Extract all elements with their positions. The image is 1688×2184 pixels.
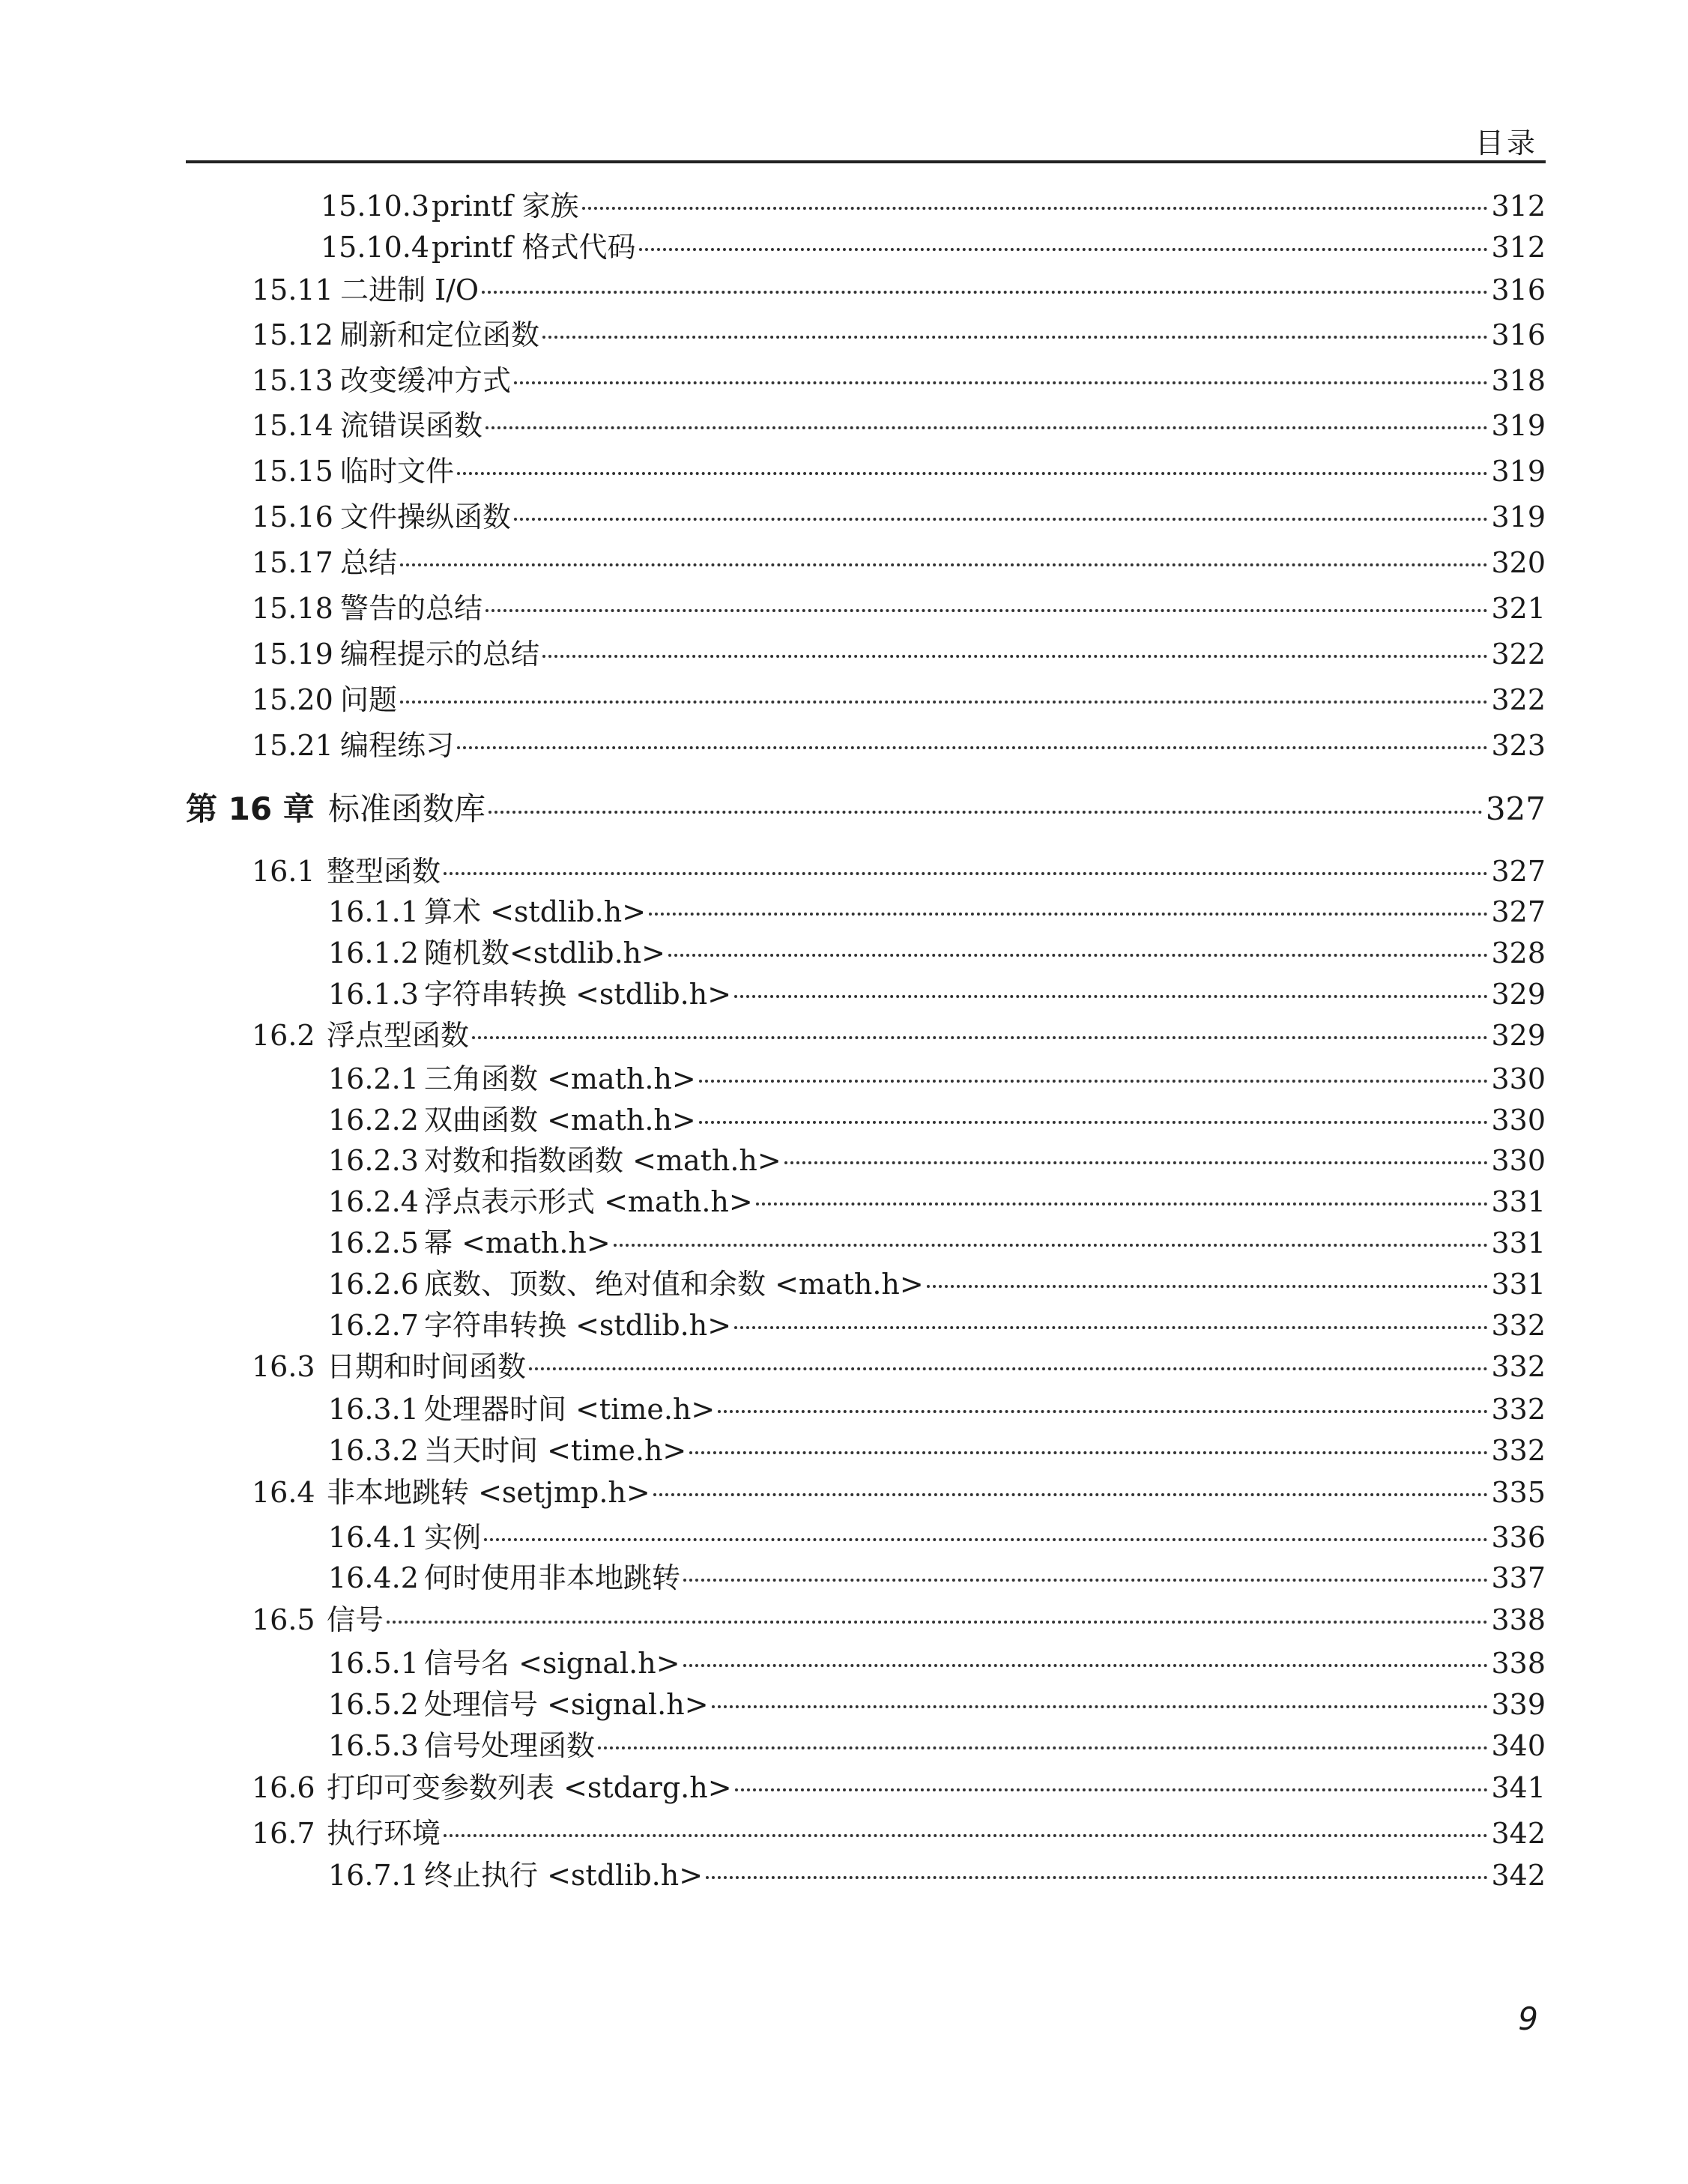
toc-entry-page: 329 <box>1491 978 1546 1011</box>
toc-entry-number: 15.12 <box>252 318 333 351</box>
toc-entry-title: 双曲函数 <math.h> <box>424 1104 696 1137</box>
toc-entry-title: 幂 <math.h> <box>424 1226 611 1259</box>
toc-entry <box>328 1307 1546 1344</box>
dot-leader <box>639 248 1489 251</box>
toc-entry-number: 15.10.4 <box>321 231 430 264</box>
toc-entry-number: 16.3.2 <box>328 1434 419 1467</box>
toc-entry-page: 327 <box>1491 855 1546 888</box>
running-header-title: 目录 <box>1474 127 1538 160</box>
toc-entry <box>328 1224 1546 1262</box>
toc-entry-title: 总结 <box>340 546 398 579</box>
toc-entry <box>328 1519 1546 1556</box>
toc-entry-title: 编程提示的总结 <box>340 638 540 671</box>
dot-leader <box>756 1203 1489 1206</box>
toc-entry-title: 三角函数 <math.h> <box>424 1062 696 1095</box>
toc-entry-page: 332 <box>1491 1393 1546 1426</box>
toc-entry-number: 16.7 <box>252 1817 315 1850</box>
toc-entry-number: 16.2.7 <box>328 1309 419 1342</box>
toc-entry-page: 322 <box>1491 638 1546 671</box>
dot-leader <box>488 811 1483 814</box>
dot-leader <box>457 746 1488 749</box>
toc-entry-title: 二进制 I/O <box>340 273 480 306</box>
toc-entry-number: 15.19 <box>252 638 333 671</box>
toc-entry <box>328 1857 1546 1894</box>
toc-entry <box>328 1183 1546 1220</box>
toc-entry-page: 331 <box>1491 1226 1546 1259</box>
toc-entry <box>252 681 1546 719</box>
dot-leader <box>542 655 1488 658</box>
toc-entry <box>252 1815 1546 1852</box>
toc-entry-number: 15.21 <box>252 729 333 762</box>
toc-entry-page: 332 <box>1491 1309 1546 1342</box>
dot-leader <box>699 1121 1489 1124</box>
toc-entry-title: 信号处理函数 <box>424 1729 596 1762</box>
toc-entry-page: 319 <box>1491 500 1546 533</box>
dot-leader <box>472 1036 1488 1039</box>
toc-entry-title: 警告的总结 <box>340 592 483 625</box>
toc-entry-title: printf 家族 <box>432 190 579 223</box>
toc-entry-number: 第 16 章 <box>186 790 315 827</box>
toc-entry-title: 整型函数 <box>327 855 441 888</box>
toc-entry-number: 15.16 <box>252 500 333 533</box>
toc-chapter-entry <box>186 790 1546 828</box>
toc-entry-page: 320 <box>1491 546 1546 579</box>
toc-entry-number: 16.5.1 <box>328 1647 419 1680</box>
toc-entry-number: 16.4 <box>252 1476 315 1509</box>
toc-entry-page: 339 <box>1491 1688 1546 1721</box>
toc-entry <box>252 635 1546 673</box>
toc-entry-number: 16.4.2 <box>328 1561 419 1594</box>
dot-leader <box>514 518 1488 521</box>
toc-entry-page: 338 <box>1491 1603 1546 1636</box>
toc-entry <box>252 1769 1546 1806</box>
toc-entry <box>328 1265 1546 1303</box>
toc-entry-title: 底数、顶数、绝对值和余数 <math.h> <box>424 1268 924 1301</box>
toc-entry-number: 16.2.3 <box>328 1144 419 1177</box>
toc-entry-title: 字符串转换 <stdlib.h> <box>424 978 732 1011</box>
toc-entry-page: 319 <box>1491 455 1546 488</box>
toc-entry-number: 16.2.6 <box>328 1268 419 1301</box>
dot-leader <box>444 872 1488 875</box>
toc-entry-title: 文件操纵函数 <box>340 500 512 533</box>
toc-entry-number: 16.4.1 <box>328 1521 419 1554</box>
toc-entry-page: 332 <box>1491 1434 1546 1467</box>
toc-entry <box>321 187 1546 225</box>
toc-entry-page: 330 <box>1491 1062 1546 1095</box>
toc-entry-page: 330 <box>1491 1144 1546 1177</box>
toc-entry <box>252 853 1546 890</box>
dot-leader <box>712 1705 1489 1708</box>
toc-entry <box>321 229 1546 266</box>
toc-entry-title: 何时使用非本地跳转 <box>424 1561 681 1594</box>
dot-leader <box>683 1664 1489 1667</box>
toc-entry-title: printf 格式代码 <box>432 231 636 264</box>
toc-entry-title: 信号 <box>327 1603 384 1636</box>
dot-leader <box>457 472 1488 475</box>
dot-leader <box>734 1326 1488 1329</box>
toc-entry <box>252 453 1546 490</box>
toc-entry-number: 15.13 <box>252 364 333 397</box>
toc-entry-number: 15.15 <box>252 455 333 488</box>
toc-entry-page: 342 <box>1491 1859 1546 1892</box>
dot-leader <box>706 1876 1488 1879</box>
toc-entry <box>252 362 1546 399</box>
dot-leader <box>529 1367 1488 1370</box>
dot-leader <box>400 701 1488 704</box>
dot-leader <box>735 1788 1489 1791</box>
toc-entry <box>252 544 1546 581</box>
toc-entry-number: 15.14 <box>252 409 333 442</box>
toc-entry <box>252 407 1546 444</box>
toc-entry-title: 执行环境 <box>327 1817 441 1850</box>
toc-entry <box>328 1686 1546 1723</box>
toc-entry-title: 终止执行 <stdlib.h> <box>424 1859 704 1892</box>
toc-entry-number: 16.5.2 <box>328 1688 419 1721</box>
toc-entry <box>328 893 1546 931</box>
toc-entry <box>252 1474 1546 1511</box>
toc-entry-page: 337 <box>1491 1561 1546 1594</box>
toc-entry-number: 15.10.3 <box>321 190 430 223</box>
dot-leader <box>482 291 1488 294</box>
toc-entry-page: 329 <box>1491 1019 1546 1052</box>
toc-entry <box>252 316 1546 354</box>
toc-entry-number: 15.17 <box>252 546 333 579</box>
dot-leader <box>598 1746 1488 1749</box>
dot-leader <box>689 1451 1488 1454</box>
toc-entry <box>252 1017 1546 1054</box>
toc-entry-page: 336 <box>1491 1521 1546 1554</box>
toc-entry <box>252 727 1546 764</box>
toc-entry <box>328 1559 1546 1597</box>
toc-entry <box>328 1727 1546 1764</box>
toc-entry-page: 319 <box>1491 409 1546 442</box>
toc-entry-page: 328 <box>1491 937 1546 970</box>
toc-entry-number: 16.7.1 <box>328 1859 419 1892</box>
toc-entry-title: 打印可变参数列表 <stdarg.h> <box>327 1771 732 1804</box>
toc-entry-page: 331 <box>1491 1268 1546 1301</box>
toc-entry <box>328 1142 1546 1179</box>
toc-entry <box>252 271 1546 309</box>
toc-entry-page: 338 <box>1491 1647 1546 1680</box>
dot-leader <box>668 954 1489 957</box>
toc-entry <box>328 1060 1546 1098</box>
toc-entry-title: 随机数<stdlib.h> <box>424 937 665 970</box>
toc-entry-number: 16.2 <box>252 1019 315 1052</box>
toc-entry-number: 16.1 <box>252 855 315 888</box>
toc-entry-title: 浮点型函数 <box>327 1019 470 1052</box>
toc-entry-page: 318 <box>1491 364 1546 397</box>
dot-leader <box>718 1410 1488 1413</box>
toc-entry-page: 330 <box>1491 1104 1546 1137</box>
toc-entry-page: 312 <box>1491 231 1546 264</box>
dot-leader <box>653 1493 1489 1496</box>
toc-entry-page: 331 <box>1491 1185 1546 1218</box>
toc-entry <box>328 1101 1546 1139</box>
toc-entry-page: 321 <box>1491 592 1546 625</box>
toc-entry-number: 16.6 <box>252 1771 315 1804</box>
toc-entry-number: 16.2.4 <box>328 1185 419 1218</box>
toc-entry-number: 16.2.1 <box>328 1062 419 1095</box>
toc-entry-number: 16.2.2 <box>328 1104 419 1137</box>
toc-entry-title: 流错误函数 <box>340 409 483 442</box>
toc-entry-title: 信号名 <signal.h> <box>424 1647 680 1680</box>
toc-entry <box>252 590 1546 627</box>
table-of-contents <box>186 0 1546 2023</box>
toc-entry-number: 16.3.1 <box>328 1393 419 1426</box>
toc-entry-page: 323 <box>1491 729 1546 762</box>
toc-entry-title: 改变缓冲方式 <box>340 364 512 397</box>
toc-entry <box>328 1391 1546 1428</box>
toc-entry-number: 15.11 <box>252 273 333 306</box>
dot-leader <box>734 995 1488 998</box>
toc-entry-title: 处理信号 <signal.h> <box>424 1688 709 1721</box>
dot-leader <box>927 1285 1489 1288</box>
dot-leader <box>514 381 1488 384</box>
toc-entry-page: 312 <box>1491 190 1546 223</box>
dot-leader <box>400 563 1488 566</box>
toc-entry-page: 327 <box>1485 790 1546 827</box>
toc-entry <box>252 1348 1546 1385</box>
toc-entry-title: 实例 <box>424 1521 482 1554</box>
toc-entry-title: 日期和时间函数 <box>327 1350 527 1383</box>
toc-entry-number: 16.5 <box>252 1603 315 1636</box>
toc-entry-page: 342 <box>1491 1817 1546 1850</box>
toc-entry-title: 临时文件 <box>340 455 455 488</box>
dot-leader <box>784 1161 1489 1164</box>
dot-leader <box>614 1244 1489 1247</box>
toc-entry-title: 算术 <stdlib.h> <box>424 895 647 928</box>
toc-entry <box>328 1432 1546 1469</box>
toc-entry <box>328 975 1546 1013</box>
toc-entry-title: 浮点表示形式 <math.h> <box>424 1185 753 1218</box>
toc-entry-number: 15.20 <box>252 683 333 716</box>
dot-leader <box>582 207 1489 210</box>
dot-leader <box>485 426 1488 429</box>
page-number: 9 <box>1518 2000 1538 2037</box>
toc-entry <box>328 1645 1546 1682</box>
toc-entry-title: 标准函数库 <box>328 790 486 827</box>
toc-entry-title: 问题 <box>340 683 398 716</box>
dot-leader <box>444 1834 1488 1837</box>
dot-leader <box>649 913 1488 916</box>
dot-leader <box>542 336 1488 339</box>
dot-leader <box>485 609 1488 612</box>
toc-entry-title: 非本地跳转 <setjmp.h> <box>327 1476 650 1509</box>
dot-leader <box>683 1579 1488 1582</box>
toc-entry-title: 对数和指数函数 <math.h> <box>424 1144 781 1177</box>
toc-entry-page: 340 <box>1491 1729 1546 1762</box>
toc-entry-page: 335 <box>1491 1476 1546 1509</box>
toc-entry-number: 15.18 <box>252 592 333 625</box>
dot-leader <box>699 1080 1489 1083</box>
dot-leader <box>484 1538 1488 1541</box>
toc-entry-title: 编程练习 <box>340 729 455 762</box>
toc-entry-page: 327 <box>1491 895 1546 928</box>
toc-entry-number: 16.1.3 <box>328 978 419 1011</box>
toc-entry-page: 322 <box>1491 683 1546 716</box>
toc-entry-title: 处理器时间 <time.h> <box>424 1393 716 1426</box>
toc-entry-page: 332 <box>1491 1350 1546 1383</box>
toc-entry-title: 当天时间 <time.h> <box>424 1434 687 1467</box>
toc-entry-number: 16.2.5 <box>328 1226 419 1259</box>
toc-entry <box>252 498 1546 536</box>
toc-entry-title: 刷新和定位函数 <box>340 318 540 351</box>
toc-entry-number: 16.3 <box>252 1350 315 1383</box>
toc-entry-number: 16.1.2 <box>328 937 419 970</box>
toc-entry-page: 316 <box>1491 273 1546 306</box>
toc-entry-number: 16.1.1 <box>328 895 419 928</box>
toc-entry <box>328 934 1546 972</box>
toc-entry-page: 316 <box>1491 318 1546 351</box>
toc-entry-title: 字符串转换 <stdlib.h> <box>424 1309 732 1342</box>
toc-entry-number: 16.5.3 <box>328 1729 419 1762</box>
toc-entry <box>252 1601 1546 1639</box>
toc-entry-page: 341 <box>1491 1771 1546 1804</box>
dot-leader <box>387 1621 1488 1624</box>
